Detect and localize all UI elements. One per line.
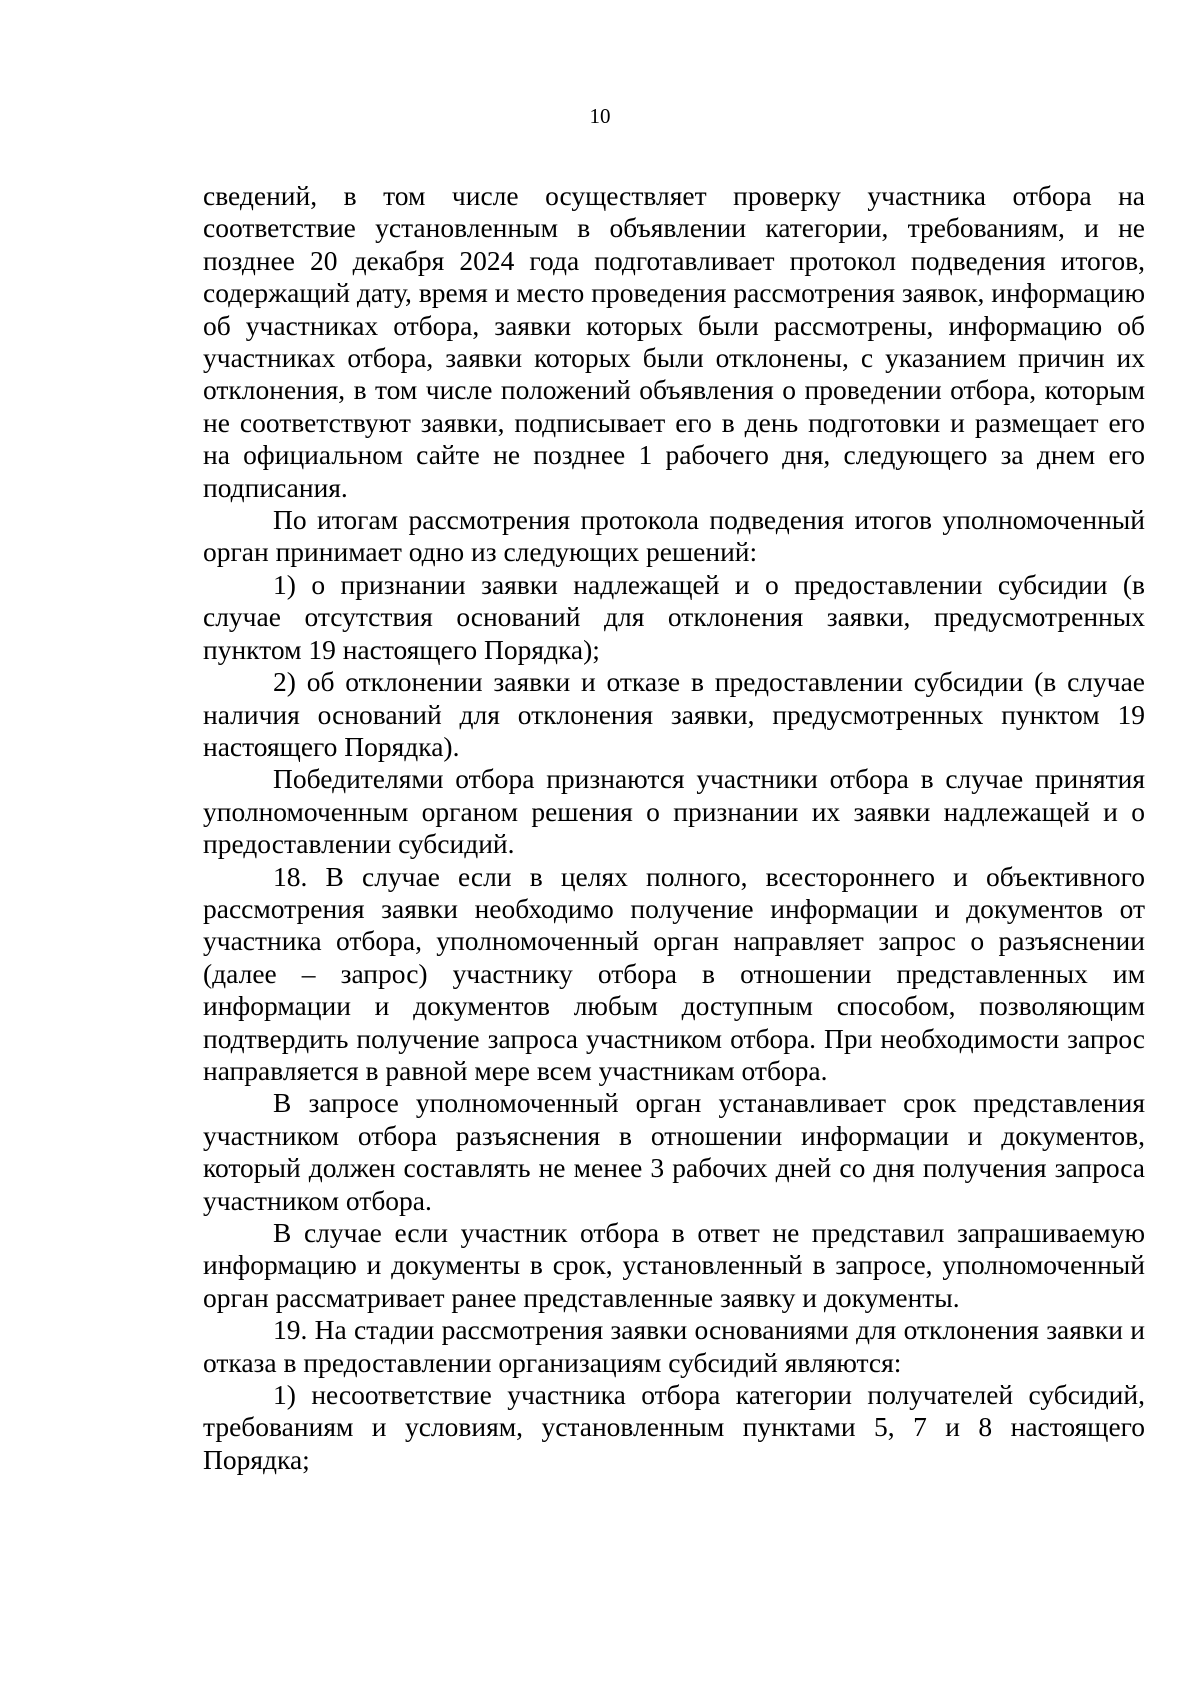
paragraph: сведений, в том числе осуществляет проверку участника отбора на соответствие установленным в объявлении категории, требованиям, и не позднее 20 декабря 2024 года подготавливает протокол подведения итогов, содержащий дату, время и место проведения рассмотрения заявок, информацию об участниках отбора, заявки которых были рассмотрены, информацию об участниках отбора, заявки которых были отклонены, с указанием причин их отклонения, в том числе положений объявления о проведении отбора, которым не соответствуют заявки, подписывает его в день подготовки и размещает его на официальном сайте не позднее 1 рабочего дня, следующего за днем его подписания. — [203, 180, 1145, 503]
paragraph: 1) о признании заявки надлежащей и о предоставлении субсидии (в случае отсутствия оснований для отклонения заявки, предусмотренных пунктом 19 настоящего Порядка); — [203, 568, 1145, 665]
paragraph: Победителями отбора признаются участники отбора в случае принятия уполномоченным органом решения о признании их заявки надлежащей и о предоставлении субсидий. — [203, 763, 1145, 860]
paragraph: По итогам рассмотрения протокола подведения итогов уполномоченный орган принимает одно из следующих решений: — [203, 504, 1145, 568]
paragraph: 18. В случае если в целях полного, всестороннего и объективного рассмотрения заявки необходимо получение информации и документов от участника отбора, уполномоченный орган направляет запрос о разъяснении (далее – запрос) участнику отбора в отношении представленных им информации и документов любым доступным способом, позволяющим подтвердить получение запроса участником отбора. При необходимости запрос направляется в равной мере всем участникам отбора. — [203, 860, 1145, 1086]
document-body — [203, 180, 1145, 1476]
paragraph: 19. На стадии рассмотрения заявки основаниями для отклонения заявки и отказа в предоставлении организациям субсидий являются: — [203, 1314, 1145, 1378]
page-number: 10 — [589, 104, 611, 128]
paragraph: В случае если участник отбора в ответ не представил запрашиваемую информацию и документы в срок, установленный в запросе, уполномоченный орган рассматривает ранее представленные заявку и документы. — [203, 1217, 1145, 1313]
paragraph: 2) об отклонении заявки и отказе в предоставлении субсидии (в случае наличия оснований для отклонения заявки, предусмотренных пунктом 19 настоящего Порядка). — [203, 666, 1145, 762]
paragraph: 1) несоответствие участника отбора категории получателей субсидий, требованиям и условиям, установленным пунктами 5, 7 и 8 настоящего Порядка; — [203, 1379, 1145, 1475]
paragraph: В запросе уполномоченный орган устанавливает срок представления участником отбора разъяснения в отношении информации и документов, который должен составлять не менее 3 рабочих дней со дня получения запроса участником отбора. — [203, 1087, 1145, 1216]
